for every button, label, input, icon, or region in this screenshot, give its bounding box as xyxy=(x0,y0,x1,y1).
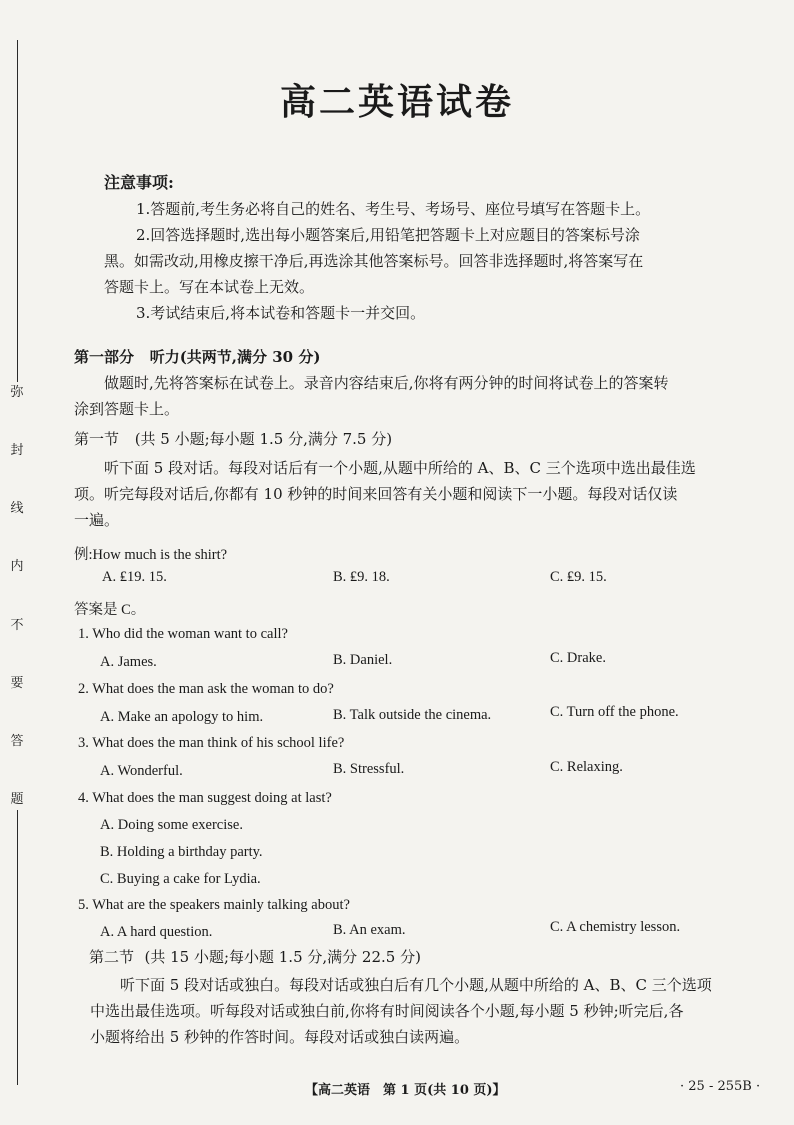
example-option-a: A. ₤19. 15. xyxy=(102,569,167,585)
q4-option-b: B. Holding a birthday party. xyxy=(100,844,263,860)
section1-heading: 第一节 (共 5 小题;每小题 1.5 分,满分 7.5 分) xyxy=(74,430,393,448)
q5-option-b: B. An exam. xyxy=(333,922,406,938)
note-item: 黑。如需改动,用橡皮擦干净后,再选涂其他答案标号。回答非选择题时,将答案写在 xyxy=(104,252,644,270)
q5-option-a: A. A hard question. xyxy=(100,924,213,940)
note-item: 2.回答选择题时,选出每小题答案后,用铅笔把答题卡上对应题目的答案标号涂 xyxy=(136,226,640,244)
question-4: 4. What does the man suggest doing at last? xyxy=(78,790,332,806)
question-3: 3. What does the man think of his school life? xyxy=(78,735,345,751)
q1-option-c: C. Drake. xyxy=(550,650,606,666)
note-item: 3.考试结束后,将本试卷和答题卡一并交回。 xyxy=(136,304,426,322)
seal-char: 弥 xyxy=(10,385,24,400)
notes-list xyxy=(104,196,744,326)
page-title: 高二英语试卷 xyxy=(279,81,514,123)
seal-char: 线 xyxy=(10,501,24,517)
q5-option-c: C. A chemistry lesson. xyxy=(550,919,681,935)
question-5: 5. What are the speakers mainly talking about? xyxy=(78,897,350,913)
part1-intro: 做题时,先将答案标在试卷上。录音内容结束后,你将有两分钟的时间将试卷上的答案转 涂到答题卡上。 xyxy=(74,374,669,418)
q4-option-a: A. Doing some exercise. xyxy=(100,817,243,833)
note-item: 1.答题前,考生务必将自己的姓名、考生号、考场号、座位号填写在答题卡上。 xyxy=(136,200,651,218)
example-option-b: B. ₤9. 18. xyxy=(333,569,390,585)
notes-heading: 注意事项: xyxy=(104,173,174,192)
q2-option-b: B. Talk outside the cinema. xyxy=(333,707,492,723)
q3-option-b: B. Stressful. xyxy=(333,761,405,777)
seal-char: 内 xyxy=(10,559,24,575)
question-2: 2. What does the man ask the woman to do? xyxy=(78,681,334,697)
seal-char: 题 xyxy=(10,791,24,807)
section2-heading: 第二节 (共 15 小题;每小题 1.5 分,满分 22.5 分) xyxy=(89,948,421,966)
example-option-c: C. ₤9. 15. xyxy=(550,569,607,585)
seal-char: 封 xyxy=(10,443,24,459)
q2-option-c: C. Turn off the phone. xyxy=(550,704,679,720)
seal-char: 答 xyxy=(10,733,24,749)
q3-option-a: A. Wonderful. xyxy=(100,763,183,779)
footer-page-info: 【高二英语 第 1 页(共 10 页)】 xyxy=(305,1083,506,1098)
q1-option-b: B. Daniel. xyxy=(333,652,393,668)
footer-code: · 25 - 255B · xyxy=(680,1079,761,1094)
binding-seal-text xyxy=(4,382,30,810)
part1-heading: 第一部分 听力(共两节,满分 30 分) xyxy=(74,348,321,366)
seal-char: 要 xyxy=(10,675,24,691)
note-item: 答题卡上。写在本试卷上无效。 xyxy=(104,278,315,296)
section2-intro: 听下面 5 段对话或独白。每段对话或独白后有几个小题,从题中所给的 A、B、C 三个选项 中选出最佳选项。听每段对话或独白前,你将有时间阅读各个小题,每小题 5 秒钟;听完后,各 小题将给出 5 秒钟的作答时间。每段对话或独白读两遍。 xyxy=(90,976,712,1046)
q3-option-c: C. Relaxing. xyxy=(550,759,623,775)
question-1: 1. Who did the woman want to call? xyxy=(78,626,288,642)
example-question: 例:How much is the shirt? xyxy=(74,547,228,563)
example-answer: 答案是 C。 xyxy=(74,602,146,618)
seal-char: 不 xyxy=(10,617,24,633)
q1-option-a: A. James. xyxy=(100,654,157,670)
q2-option-a: A. Make an apology to him. xyxy=(100,709,264,725)
section1-intro: 听下面 5 段对话。每段对话后有一个小题,从题中所给的 A、B、C 三个选项中选出最佳选 项。听完每段对话后,你都有 10 秒钟的时间来回答有关小题和阅读下一小题。每段对话仅读 一遍。 xyxy=(74,459,696,529)
q4-option-c: C. Buying a cake for Lydia. xyxy=(100,871,261,887)
